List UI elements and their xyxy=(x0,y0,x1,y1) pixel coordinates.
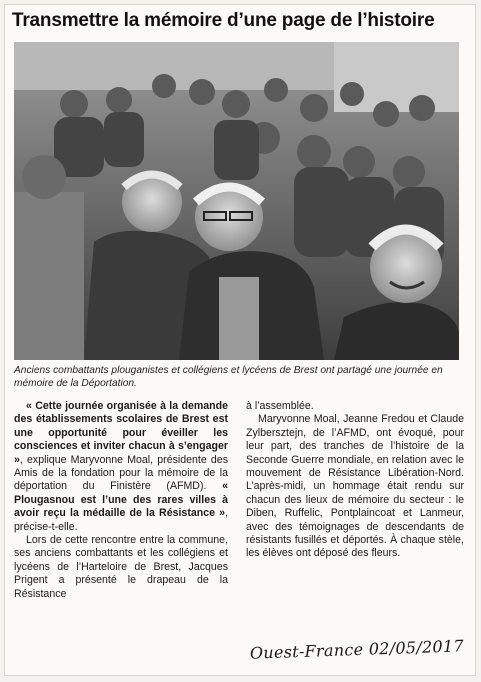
article-column-left xyxy=(14,400,228,601)
photo-caption: Anciens combattants plouganistes et collégiens et lycéens de Brest ont partagé une journée en mémoire de la Déportation. xyxy=(14,365,443,389)
paragraph-continuation: à l’assemblée. xyxy=(246,400,314,412)
photo-illustration xyxy=(14,42,459,360)
paragraph-3: Maryvonne Moal, Jeanne Fredou et Claude Zylbersztejn, de l’AFMD, ont évoqué, pour leur part, des tranches de l’histoire de la Seconde Guerre mondiale, en relation avec le mouvement de Résistance Libération-Nord. L’après-midi, un hommage était rendu sur chacun des lieux de mémoire du secteur : le Diben, Ruffelic, Pontplaincoat et Lanmeur, avec des témoignages de descendants de résistants fusillés et déportés. À chaque stèle, les élèves ont déposé des fleurs. xyxy=(246,413,464,560)
handwritten-source-note: Ouest-France 02/05/2017 xyxy=(249,636,465,663)
paragraph-intro xyxy=(14,400,228,534)
text-1: , explique Maryvonne Moal, présidente des Amis de la fondation pour la mémoire de la déportation du Finistère (AFMD). xyxy=(14,453,228,493)
text-2: , précise-t-elle. xyxy=(14,507,228,533)
quote-1: « Cette journée organisée à la demande des établissements scolaires de Brest est une opportunité pour éveiller les consciences et inviter chacun à s’engager » xyxy=(14,400,228,466)
article-headline: Transmettre la mémoire d’une page de l’histoire xyxy=(12,10,435,31)
article-column-right xyxy=(246,400,464,561)
article-photo xyxy=(14,42,459,360)
quote-2: « Plougasnou est l’une des rares villes à avoir reçu la médaille de la Résistance » xyxy=(14,480,228,520)
paragraph-2: Lors de cette rencontre entre la commune, ses anciens combattants et les collégiens et lycéens de l’Harteloire de Brest, Jacques Prigent a présenté le drapeau de la Résistance xyxy=(14,534,228,600)
